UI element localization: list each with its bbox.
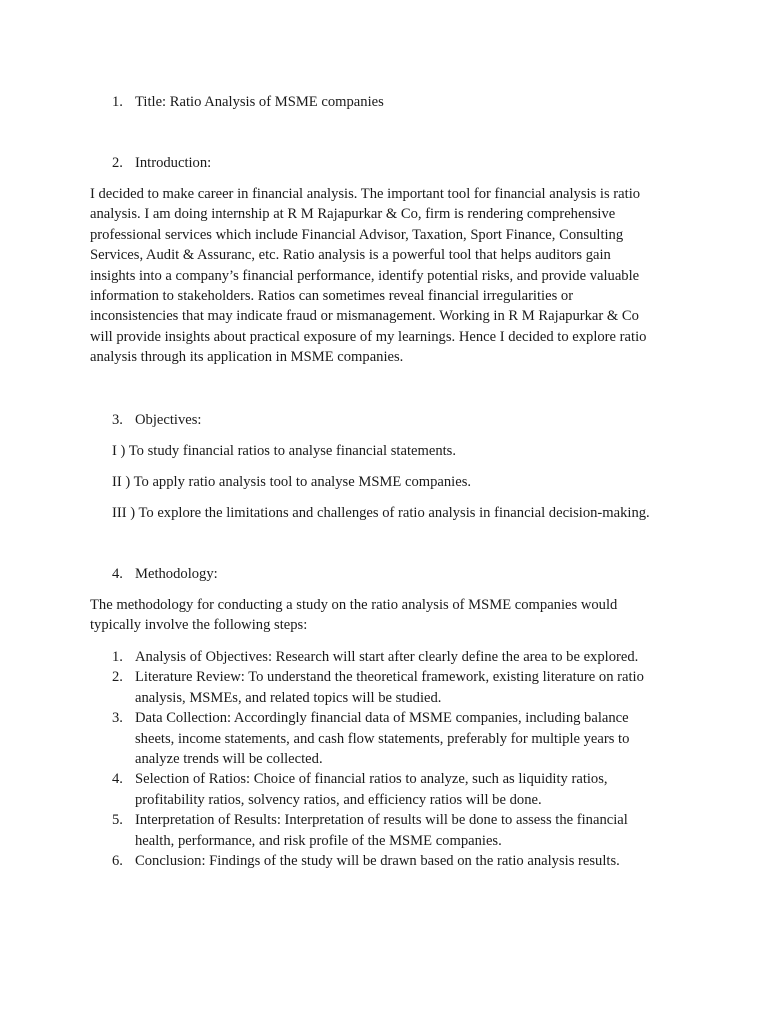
introduction-line: insights into a company’s financial performance, identify potential risks, and provide valuable — [90, 267, 640, 284]
methodology-step — [112, 769, 692, 810]
methodology-step — [112, 708, 692, 769]
introduction-heading-text: Introduction: — [135, 155, 212, 171]
step-line: profitability ratios, solvency ratios, and efficiency ratios will be done. — [135, 791, 542, 808]
methodology-step — [112, 810, 692, 851]
step-number: 5. — [112, 812, 123, 829]
step-number: 6. — [112, 853, 123, 870]
introduction-number: 2. — [112, 155, 123, 171]
methodology-intro — [90, 595, 690, 636]
title-text: Title: Ratio Analysis of MSME companies — [135, 94, 384, 110]
step-line: health, performance, and risk profile of the MSME companies. — [135, 832, 502, 849]
introduction-line: inconsistencies that may indicate fraud or mismanagement. Working in R M Rajapurkar & Co — [90, 308, 639, 325]
step-line: Selection of Ratios: Choice of financial ratios to analyze, such as liquidity ratios, — [135, 771, 608, 788]
step-line: analyze trends will be collected. — [135, 751, 323, 768]
title-number: 1. — [112, 94, 123, 110]
step-line: sheets, income statements, and cash flow statements, preferably for multiple years to — [135, 730, 630, 747]
objective-item: II ) To apply ratio analysis tool to analyse MSME companies. — [112, 474, 472, 490]
step-line: Analysis of Objectives: Research will start after clearly define the area to be explored. — [135, 649, 639, 665]
objective-item: I ) To study financial ratios to analyse financial statements. — [112, 443, 456, 459]
objective-item: III ) To explore the limitations and challenges of ratio analysis in financial decision-making. — [112, 505, 650, 521]
methodology-step — [112, 667, 692, 708]
step-line: analysis, MSMEs, and related topics will be studied. — [135, 689, 442, 706]
step-number: 4. — [112, 771, 123, 788]
methodology-intro-line: typically involve the following steps: — [90, 617, 308, 634]
introduction-line: information to stakeholders. Ratios can sometimes reveal financial irregularities or — [90, 288, 574, 305]
introduction-line: professional services which include Financial Advisor, Taxation, Sport Finance, Consulting — [90, 226, 624, 243]
objectives-number: 3. — [112, 412, 123, 428]
title-heading — [112, 92, 384, 112]
methodology-steps-list — [112, 647, 692, 871]
step-line: Data Collection: Accordingly financial data of MSME companies, including balance — [135, 710, 629, 727]
introduction-heading — [112, 153, 211, 173]
methodology-step — [112, 647, 692, 667]
methodology-number: 4. — [112, 566, 123, 582]
objectives-heading — [112, 410, 201, 430]
step-number: 1. — [112, 649, 123, 665]
objectives-heading-text: Objectives: — [135, 412, 202, 428]
methodology-heading-text: Methodology: — [135, 566, 218, 582]
introduction-line: analysis through its application in MSME companies. — [90, 349, 404, 366]
methodology-step — [112, 851, 692, 871]
step-line: Conclusion: Findings of the study will be drawn based on the ratio analysis results. — [135, 853, 620, 870]
introduction-line: Services, Audit & Assuranc, etc. Ratio analysis is a powerful tool that helps auditors gain — [90, 247, 611, 264]
introduction-line: I decided to make career in financial analysis. The important tool for financial analysis is ratio — [90, 186, 641, 202]
introduction-paragraph — [90, 184, 690, 368]
methodology-heading — [112, 564, 218, 584]
step-line: Literature Review: To understand the theoretical framework, existing literature on ratio — [135, 669, 644, 686]
methodology-intro-line: The methodology for conducting a study on the ratio analysis of MSME companies would — [90, 597, 618, 613]
step-number: 3. — [112, 710, 123, 727]
step-number: 2. — [112, 669, 123, 686]
introduction-line: will provide insights about practical exposure of my learnings. Hence I decided to explore ratio — [90, 328, 647, 345]
introduction-line: analysis. I am doing internship at R M Rajapurkar & Co, firm is rendering comprehensive — [90, 206, 616, 223]
step-line: Interpretation of Results: Interpretation of results will be done to assess the financial — [135, 812, 628, 829]
